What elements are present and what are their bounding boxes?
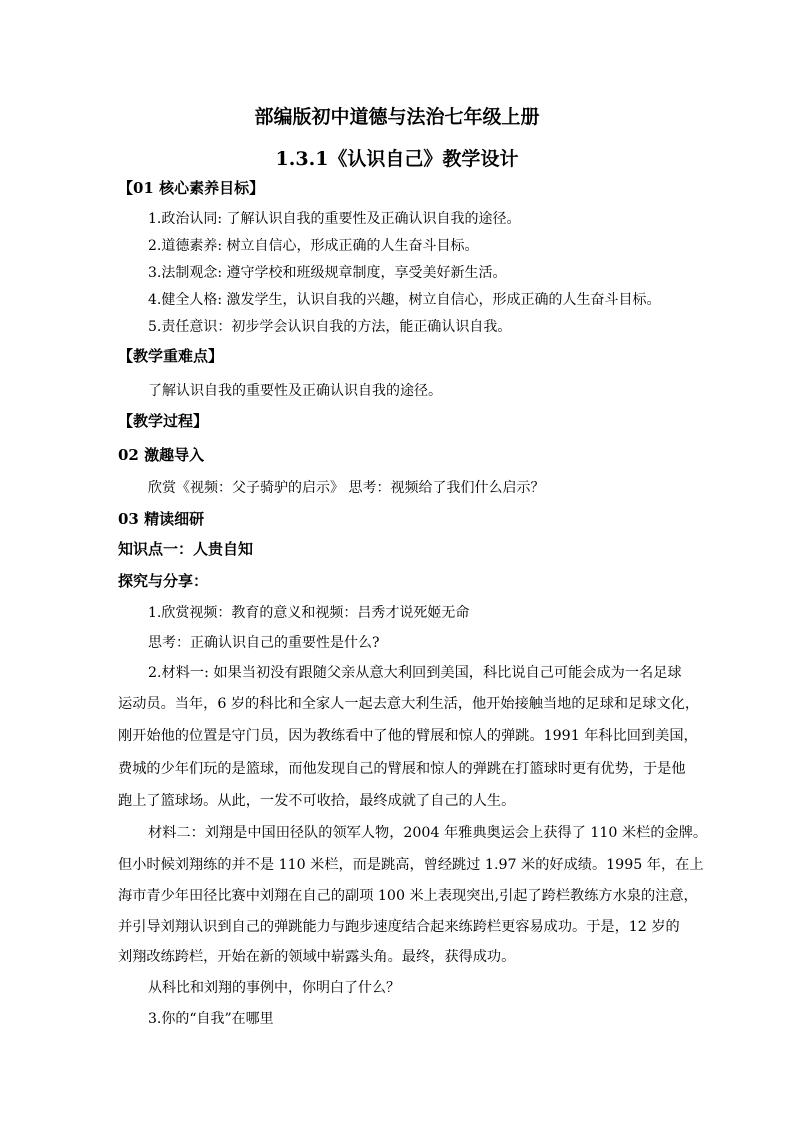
question-1-think: 思考：正确认识自己的重要性是什么? bbox=[148, 635, 380, 651]
key-points-text: 了解认识自我的重要性及正确认识自我的途径。 bbox=[148, 383, 442, 399]
intro-text: 欣赏《视频：父子骑驴的启示》 思考：视频给了我们什么启示？ bbox=[148, 480, 545, 496]
goal-item: 4.健全人格: 激发学生，认识自我的兴趣，树立自信心，形成正确的人生奋斗目标。 bbox=[148, 292, 661, 308]
section-heading-core-goals: 【01 核心素养目标】 bbox=[118, 179, 265, 197]
question-1: 1.欣赏视频：教育的意义和视频：吕秀才说死姬无命 bbox=[148, 605, 470, 621]
goal-item: 2.道德素养: 树立自信心，形成正确的人生奋斗目标。 bbox=[148, 238, 479, 254]
document-subtitle: 1.3.1《认识自己》教学设计 bbox=[275, 148, 519, 170]
material-2-line: 材料二：刘翔是中国田径队的领军人物，2004 年雅典奥运会上获得了 110 米栏的金牌。 bbox=[148, 825, 708, 841]
material-1-line: 2.材料一: 如果当初没有跟随父亲从意大利回到美国，科比说自己可能会成为一名足球 bbox=[148, 665, 682, 681]
material-2-line: 刘翔改练跨栏，开始在新的领域中崭露头角。最终，获得成功。 bbox=[118, 949, 516, 965]
knowledge-point-title: 知识点一：人贵自知 bbox=[118, 540, 254, 558]
section-heading-process: 【教学过程】 bbox=[118, 412, 209, 430]
goal-item: 5.责任意识：初步学会认识自我的方法，能正确认识自我。 bbox=[148, 319, 512, 335]
question-3: 3.你的“自我”在哪里 bbox=[148, 1011, 274, 1027]
material-1-line: 运动员。当年，6 岁的科比和全家人一起去意大利生活，他开始接触当地的足球和足球文化， bbox=[118, 696, 700, 712]
subheading-intro: 02 激趣导入 bbox=[118, 446, 205, 464]
material-1-line: 刚开始他的位置是守门员，因为教练看中了他的臂展和惊人的弹跳。1991 年科比回到美国， bbox=[118, 728, 698, 744]
document-title: 部编版初中道德与法治七年级上册 bbox=[254, 106, 540, 128]
subheading-study: 03 精读细研 bbox=[118, 510, 205, 528]
material-2-line: 海市青少年田径比赛中刘翔在自己的副项 100 米上表现突出,引起了跨栏教练方水泉的注意， bbox=[118, 888, 698, 904]
explore-share-label: 探究与分享： bbox=[118, 572, 209, 590]
goal-item: 1.政治认同: 了解认识自我的重要性及正确认识自我的途径。 bbox=[148, 211, 521, 227]
section-heading-key-points: 【教学重难点】 bbox=[118, 347, 224, 365]
material-2-line: 并引导刘翔认识到自己的弹跳能力与跑步速度结合起来练跨栏更容易成功。于是，12 岁的 bbox=[118, 919, 680, 935]
material-1-line: 费城的少年们玩的是篮球，而他发现自己的臂展和惊人的弹跳在打篮球时更有优势，于是他 bbox=[118, 761, 686, 777]
goal-item: 3.法制观念: 遵守学校和班级规章制度，享受美好新生活。 bbox=[148, 265, 507, 281]
question-2-think: 从科比和刘翔的事例中，你明白了什么？ bbox=[148, 980, 400, 996]
material-2-line: 但小时候刘翔练的并不是 110 米栏，而是跳高，曾经跳过 1.97 米的好成绩。1995 年，在上 bbox=[118, 857, 704, 873]
material-1-line: 跑上了篮球场。从此，一发不可收拾，最终成就了自己的人生。 bbox=[118, 793, 516, 809]
